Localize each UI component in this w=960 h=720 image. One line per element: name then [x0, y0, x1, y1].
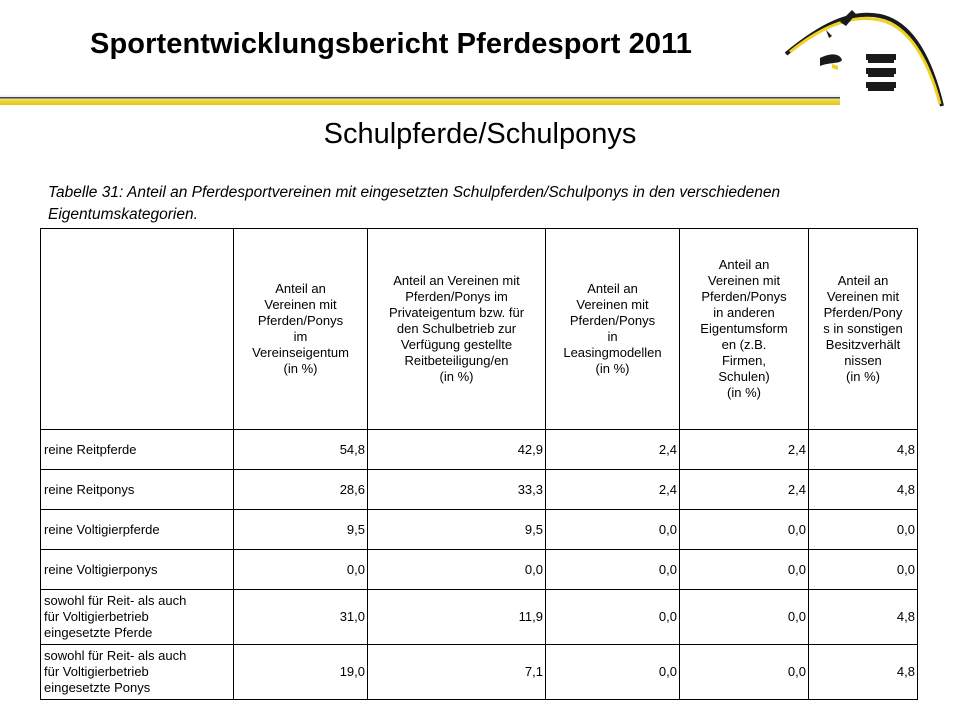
- table-cell-value: 33,3: [368, 470, 546, 510]
- column-header: Anteil an Vereinen mit Pferden/Ponys in Leasingmodellen (in %): [546, 229, 680, 430]
- row-label: reine Voltigierponys: [41, 550, 234, 590]
- table-cell-value: 0,0: [680, 510, 809, 550]
- table-row: [41, 590, 918, 645]
- coat-of-arms-icon: [864, 50, 898, 100]
- table-cell-value: 0,0: [680, 645, 809, 700]
- slide-title: Schulpferde/Schulponys: [323, 118, 637, 150]
- table-cell-value: 11,9: [368, 590, 546, 645]
- table-cell-value: 9,5: [234, 510, 368, 550]
- table-cell-value: 0,0: [546, 550, 680, 590]
- table-cell-value: 0,0: [234, 550, 368, 590]
- column-header: Anteil an Vereinen mit Pferden/Ponys im Vereinseigentum (in %): [234, 229, 368, 430]
- table-cell-value: 2,4: [680, 430, 809, 470]
- table-cell-value: 19,0: [234, 645, 368, 700]
- row-label: sowohl für Reit- als auch für Voltigierbetrieb eingesetzte Ponys: [41, 645, 234, 700]
- row-label: sowohl für Reit- als auch für Voltigierbetrieb eingesetzte Pferde: [41, 590, 234, 645]
- column-header: Anteil an Vereinen mit Pferden/Ponys im Privateigentum bzw. für den Schulbetrieb zur Verfügung gestellte Reitbeteiligung/en (in %): [368, 229, 546, 430]
- table-cell-value: 4,8: [809, 645, 918, 700]
- row-label: reine Voltigierpferde: [41, 510, 234, 550]
- table-cell-value: 0,0: [809, 550, 918, 590]
- table-cell-value: 31,0: [234, 590, 368, 645]
- table-cell-value: 2,4: [546, 430, 680, 470]
- table-cell-value: 54,8: [234, 430, 368, 470]
- table-row: [41, 430, 918, 470]
- column-header: Anteil an Vereinen mit Pferden/Pony s in sonstigen Besitzverhält nissen (in %): [809, 229, 918, 430]
- ownership-table: [40, 228, 918, 700]
- table-cell-value: 0,0: [809, 510, 918, 550]
- column-header: Anteil an Vereinen mit Pferden/Ponys in anderen Eigentumsform en (z.B. Firmen, Schulen) (in %): [680, 229, 809, 430]
- table-cell-value: 4,8: [809, 430, 918, 470]
- table-cell-value: 0,0: [680, 550, 809, 590]
- row-label: reine Reitponys: [41, 470, 234, 510]
- table-cell-value: 0,0: [680, 590, 809, 645]
- table-row: [41, 510, 918, 550]
- table-row: [41, 550, 918, 590]
- table-cell-value: 0,0: [368, 550, 546, 590]
- table-header-row: [41, 229, 918, 430]
- header-title: Sportentwicklungsbericht Pferdesport 2011: [90, 28, 692, 60]
- table-cell-value: 0,0: [546, 590, 680, 645]
- table-cell-value: 0,0: [546, 645, 680, 700]
- table-cell-value: 7,1: [368, 645, 546, 700]
- row-label: reine Reitpferde: [41, 430, 234, 470]
- table-cell-value: 2,4: [680, 470, 809, 510]
- table-cell-value: 2,4: [546, 470, 680, 510]
- header-corner-cell: [41, 229, 234, 430]
- table-cell-value: 0,0: [546, 510, 680, 550]
- table-cell-value: 28,6: [234, 470, 368, 510]
- table-cell-value: 4,8: [809, 590, 918, 645]
- table-row: [41, 645, 918, 700]
- horse-logo-icon: [780, 6, 950, 116]
- table-row: [41, 470, 918, 510]
- table-cell-value: 4,8: [809, 470, 918, 510]
- table-cell-value: 42,9: [368, 430, 546, 470]
- header-underline: [0, 94, 840, 105]
- table-cell-value: 9,5: [368, 510, 546, 550]
- table-caption: Tabelle 31: Anteil an Pferdesportvereinen mit eingesetzten Schulpferden/Schulponys in den verschiedenen Eigentumskategorien.: [48, 184, 781, 223]
